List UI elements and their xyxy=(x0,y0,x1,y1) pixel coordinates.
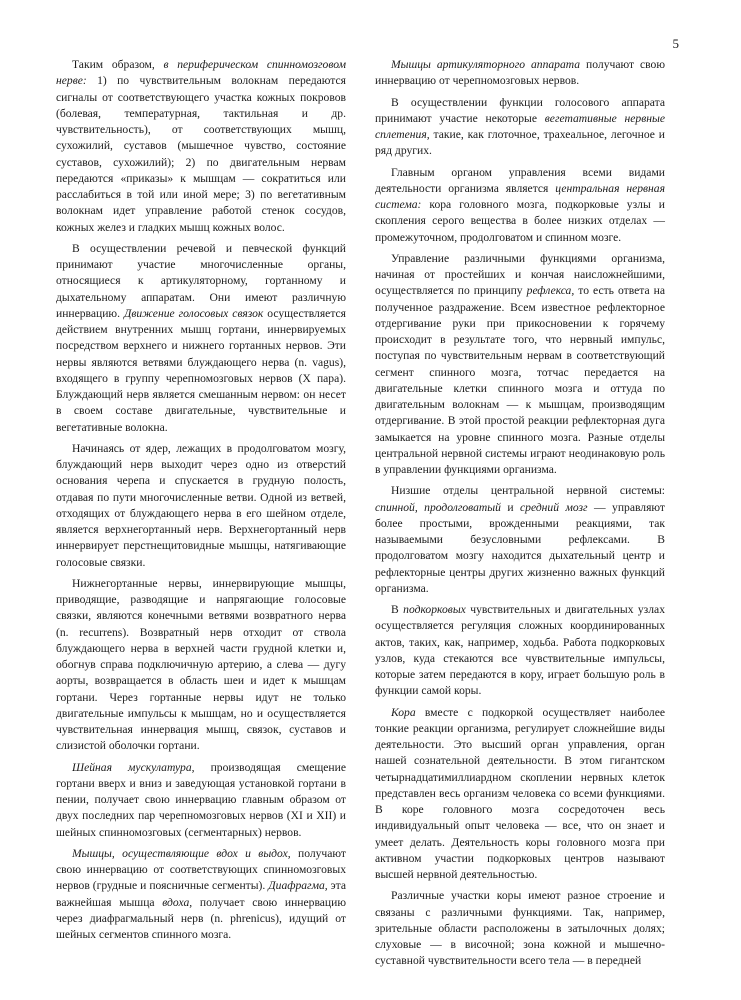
italic-text: Мышцы, осуществляющие вдох и выдох, xyxy=(72,846,291,860)
body-text: Управление различными функциями организма, начиная от простейших и кончая наисложнейшими, осуществляется по принципу xyxy=(375,251,665,298)
body-text: В осуществлении функции голосового аппарата принимают участие некоторые xyxy=(375,95,665,125)
body-text: В осуществлении речевой и певческой функций принимают участие многочисленные органы, относящиеся к артикуляторному, гортанному и дыхательному аппаратам. Они имеют различную иннервацию. xyxy=(56,241,346,320)
body-text: Главным органом управления всеми видами деятельности организма является xyxy=(375,165,665,195)
italic-text: спинной, продолговатый xyxy=(375,500,501,514)
paragraph xyxy=(56,846,346,944)
paragraph xyxy=(375,165,665,246)
paragraph xyxy=(56,241,346,436)
italic-text: центральная нервная система: xyxy=(375,181,665,211)
body-text: производящая смещение гортани вверх и вниз и заведующая установкой гортани в пении, получает свою иннервацию главным образом от двух последних пар черепномозговых нервов (XI и XII) и шейных спинномозговых (сегментарных) нервов. xyxy=(56,760,346,839)
body-text: такие, как глоточное, трахеальное, легочное и ряд других. xyxy=(375,128,665,158)
paragraph xyxy=(375,57,665,90)
paragraph xyxy=(56,57,346,236)
italic-text: рефлекса, xyxy=(526,284,575,298)
body-text: чувствительных и двигательных узлах осуществляется регуляция сложных координированных актов, таких, как, например, ходьба. Работа подкорковых узлов, куда стекаются все чувствительные импульсы, которые затем передаются в кору, играет большую роль в функции самой коры. xyxy=(375,603,665,698)
body-text: Начинаясь от ядер, лежащих в продолговатом мозгу, блуждающий нерв выходит через одно из отверстий основания черепа и спускается в грудную полость, отдавая по пути многочисленные ветви. Одной из ветвей, отходящих от блуждающего нерва в его шейном отделе, является верхнегортанный нерв. Верхнегортанный нерв иннервирует перстнещитовидные мышцы, натягивающие голосовые связки. xyxy=(56,441,346,569)
paragraph xyxy=(375,705,665,884)
paragraph xyxy=(375,95,665,160)
paragraph xyxy=(375,888,665,969)
body-text: получают свою иннервацию от черепномозговых нервов. xyxy=(375,58,666,88)
page-number: 5 xyxy=(672,36,679,51)
body-text: осуществляется действием внутренних мышц гортани, иннервируемых посредством верхнего и нижнего гортанных нервов. Эти нервы являются ветвями блуждающего нерва (n. vagus), входящего в группу черепномозговых нервов (X пара). Блуждающий нерв является смешанным нервом: он несет в своем составе двигательные, чувствительные и вегетативные волокна. xyxy=(56,306,347,434)
italic-text: вдоха, xyxy=(162,895,193,909)
body-text: Нижнегортанные нервы, иннервирующие мышцы, приводящие, разводящие и напрягающие голосовые связки, являются конечными ветвями возвратного нерва (n. recurrens). Возвратный нерв отходит от ствола блуждающего нерва в верхней части грудной клетки и, обогнув справа подключичную артерию, а слева — дугу аорты, возвращается в область шеи и идет к мышцам гортани. Через гортанные нервы идут не только двигательные импульсы к мышцам, но и осуществляется чувствительная иннервация мышц, связок, суставов и слизистой оболочки гортани. xyxy=(56,576,346,753)
paragraph xyxy=(375,483,665,597)
body-text: получают свою иннервацию от соответствующих спинномозговых нервов (грудные и поясничные сегменты). xyxy=(56,846,346,893)
paragraph xyxy=(375,602,665,700)
italic-text: подкорковых xyxy=(403,603,466,616)
body-text: Низшие отделы центральной нервной системы: xyxy=(391,484,665,498)
paragraph xyxy=(375,251,665,479)
body-text: В xyxy=(391,603,404,616)
body-text: эта важнейшая мышца xyxy=(56,879,346,909)
italic-text: средний мозг xyxy=(520,500,588,514)
body-text: кора головного мозга, подкорковые узлы и скопления серого вещества в более низких отделах — промежуточном, продолговатом и спинном мозге. xyxy=(375,198,665,244)
body-text: Различные участки коры имеют разное строение и связаны с различными функциями. Так, например, зрительные области расположены в затылочных долях; слуховые — в височной; зона кожной и мышечно-суставной чувствительности всего тела — в передней xyxy=(375,889,665,968)
body-text: 1) по чувствительным волокнам передаются сигналы от соответствующего участка кожных покровов (болевая, температурная, тактильная и др. чувствительность), от соответствующих мышц, сухожилий, суставов (мышечное чувство, состояние суставов, сухожилий); 2) по двигательным нервам передаются «приказы» к мышцам — сократиться или расслабиться в той или иной мере; 3) по вегетативным волокнам идет управление работой стенок сосудов, кожных желез и гладких мышц кожных волос. xyxy=(56,74,346,234)
italic-text: Мышцы артикуляторного аппарата xyxy=(391,58,581,71)
italic-text: вегетативные нервные сплетения, xyxy=(375,111,665,141)
left-column xyxy=(56,57,346,948)
italic-text: в периферическом спинномозговом нерве: xyxy=(56,58,346,88)
italic-text: Движение голосовых связок xyxy=(123,306,264,320)
italic-text: Кора xyxy=(391,705,416,719)
italic-text: Диафрагма, xyxy=(268,879,328,893)
paragraph xyxy=(56,576,346,755)
paragraph xyxy=(56,760,346,841)
body-text: вместе с подкоркой осуществляет наиболее тонкие реакции организма, регулирует сложнейшие виды деятельности. Это высший орган управления, орган нашей сознательной деятельности. В этом гигантском четырнадцатимиллиардном скоплении нервных клеток представлен весь организм человека со всеми функциями. В коре головного мозга сосредоточен весь индивидуальный опыт человека — все, что он знает и умеет делать. Деятельность коры головного мозга при активном участии подкорковых центров называют высшей нервной деятельностью. xyxy=(375,705,665,881)
italic-text: Шейная мускулатура, xyxy=(72,760,195,774)
body-text: получает свою иннервацию через диафрагмальный нерв (n. phrenicus), идущий от шейных сегментов спинного мозга. xyxy=(56,895,346,941)
body-text: то есть ответа на полученное раздражение. Всем известное рефлекторное отдергивание руки при прикосновении к горячему происходит в результате того, что нервный импульс, поступая по чувствительным нервам в соответствующий сегмент спинного мозга, тотчас передается на двигательные клетки спинного мозга и оттуда по двигательным волокнам — к мышцам, производящим отдергивание. В этой простой реакции рефлекторная дуга замыкается на уровне спинного мозга. Разные отделы центральной нервной системы играют неодинаковую роль в управлении функциями организма. xyxy=(375,284,665,476)
body-text: Таким образом, xyxy=(72,58,164,71)
right-column xyxy=(375,57,665,975)
body-text: — управляют более простыми, врожденными реакциями, так называемыми безусловными рефлексами. В продолговатом мозгу находится дыхательный центр и рефлекторные центры других жизненно важных функций организма. xyxy=(375,500,665,595)
body-text: и xyxy=(500,500,521,514)
paragraph xyxy=(56,441,346,571)
